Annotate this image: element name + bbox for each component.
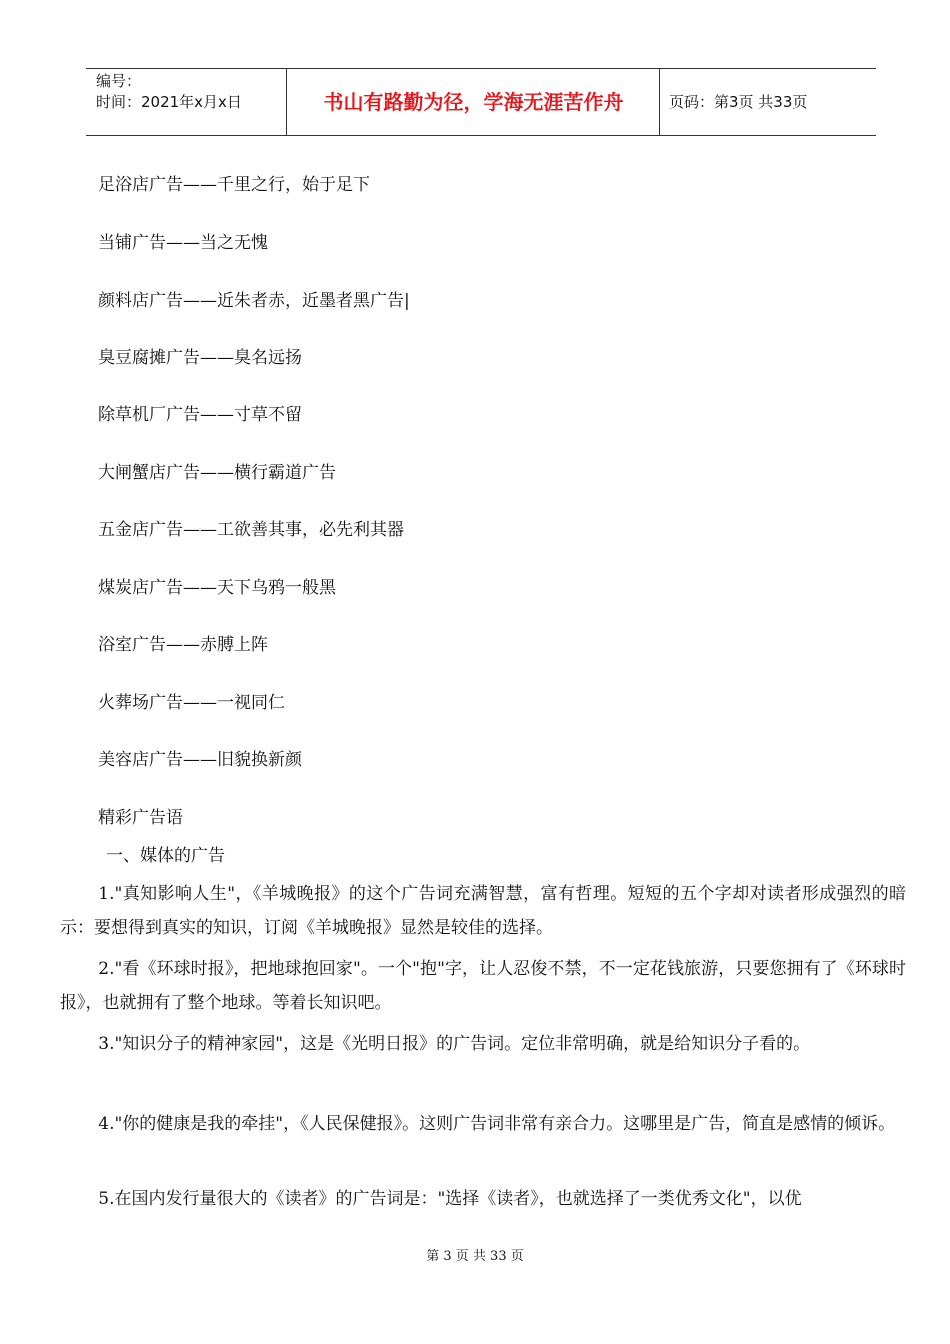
- ad-line: 浴室广告——赤膊上阵: [98, 635, 268, 655]
- ad-line: 足浴店广告——千里之行，始于足下: [98, 175, 370, 195]
- ad-line: 五金店广告——工欲善其事，必先利其器: [98, 520, 404, 540]
- paragraph: 3."知识分子的精神家园"，这是《光明日报》的广告词。定位非常明确，就是给知识分子看的。: [98, 1034, 811, 1054]
- paragraph: 5.在国内发行量很大的《读者》的广告词是："选择《读者》，也就选择了一类优秀文化"，以优: [98, 1189, 802, 1209]
- ad-line: 美容店广告——旧貌换新颜: [98, 750, 302, 770]
- ad-line: 火葬场广告——一视同仁: [98, 693, 285, 713]
- page-footer: 第 3 页 共 33 页: [426, 1249, 524, 1264]
- ad-line: 除草机厂广告——寸草不留: [98, 405, 302, 425]
- ad-line: 当铺广告——当之无愧: [98, 233, 268, 253]
- document-time: 时间：2021年x月x日: [96, 93, 242, 111]
- paragraph: 4."你的健康是我的牵挂"，《人民保健报》。这则广告词非常有亲合力。这哪里是广告，简直是感情的倾诉。: [98, 1114, 896, 1134]
- ad-line: 煤炭店广告——天下乌鸦一般黑: [98, 578, 336, 598]
- header-page-number: 页码：第3页 共33页: [669, 93, 808, 111]
- page-header: [86, 68, 876, 136]
- ad-line: 臭豆腐摊广告——臭名远扬: [98, 348, 302, 368]
- section-title: 精彩广告语: [98, 808, 183, 828]
- sub-title: 一、媒体的广告: [106, 846, 225, 866]
- document-number: 编号：: [96, 72, 142, 90]
- header-meta: [86, 69, 287, 135]
- paragraph: 2."看《环球时报》，把地球抱回家"。一个"抱"字，让人忍俊不禁，不一定花钱旅游，只要您拥有了《环球时报》，也就拥有了整个地球。等着长知识吧。: [60, 959, 906, 1013]
- ad-line: 颜料店广告——近朱者赤，近墨者黑广告|: [98, 291, 410, 311]
- ad-line: 大闸蟹店广告——横行霸道广告: [98, 463, 336, 483]
- paragraph: 1."真知影响人生"，《羊城晚报》的这个广告词充满智慧，富有哲理。短短的五个字却对读者形成强烈的暗示：要想得到真实的知识，订阅《羊城晚报》显然是较佳的选择。: [60, 884, 906, 938]
- header-motto: 书山有路勤为径，学海无涯苦作舟: [288, 69, 660, 135]
